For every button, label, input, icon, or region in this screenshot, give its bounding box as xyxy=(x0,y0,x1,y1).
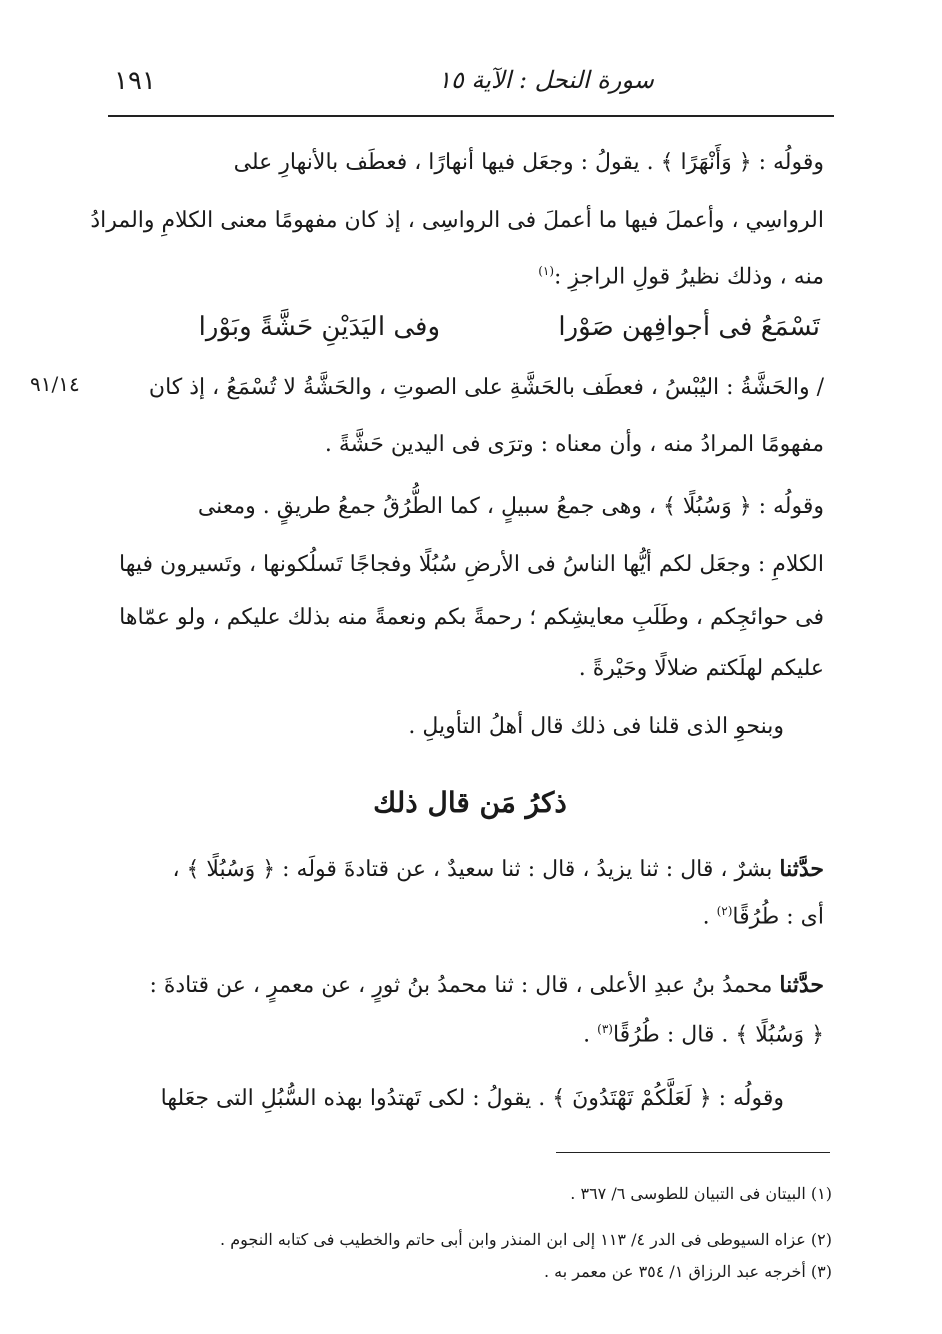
footnote-rule xyxy=(556,1152,830,1153)
text-fragment: . xyxy=(702,904,717,930)
text-line: الكلامِ : وجعَل لكم أيُّها الناسُ فى الأرضِ سُبُلًا وفجاجًا تَسلُكونها ، وتَسيرون فيها xyxy=(119,552,824,577)
text-fragment: ﴿ وَسُبُلًا ﴾ . قال : طُرُقًا xyxy=(612,1022,824,1048)
text-fragment: بشرٌ ، قال : ثنا يزيدُ ، قال : ثنا سعيدٌ ، عن قتادةَ قولَه : ﴿ وَسُبُلًا ﴾ ، xyxy=(172,857,780,882)
isnad-lead: حدَّثنا xyxy=(779,856,824,882)
margin-reference: ٩١/١٤ xyxy=(30,372,80,396)
text-line: وبنحوِ الذى قلنا فى ذلك قال أهلُ التأويلِ . xyxy=(408,714,784,739)
text-line: / والحَشَّةُ : اليُبْسُ ، فعطَف بالحَشَّةِ على الصوتِ ، والحَشَّةُ لا تُسْمَعُ ، إذ كان xyxy=(148,375,824,400)
hadith-line xyxy=(172,856,824,882)
text-line: فى حوائجِكم ، وطَلَبِ معايشِكم ؛ رحمةً بكم ونعمةً منه بذلك عليكم ، ولو عمّاها xyxy=(119,605,824,630)
footnote-ref: (٢) xyxy=(716,904,733,918)
section-heading: ذكرُ مَن قال ذلك xyxy=(373,786,567,819)
text-line: وقولُه : ﴿ لَعَلَّكُمْ تَهْتَدُونَ ﴾ . يقولُ : لكى تَهتدُوا بهذه السُّبُلِ التى جعَلها xyxy=(160,1086,784,1111)
running-title: سورة النحل : الآية ١٥ xyxy=(438,66,654,94)
footnote-2: (٢) عزاه السيوطى فى الدر ٤/ ١١٣ إلى ابن المنذر وابن أبى حاتم والخطيب فى كتابه النجوم . xyxy=(220,1230,832,1249)
text-line: عليكم لهلَكتم ضلالًا وحَيْرةً . xyxy=(578,656,824,681)
text-fragment: . xyxy=(583,1022,598,1048)
footnote-ref: (١) xyxy=(538,264,555,278)
hadith-line xyxy=(583,1022,824,1047)
footnote-3: (٣) أخرجه عبد الرزاق ١/ ٣٥٤ عن معمر به . xyxy=(544,1262,832,1281)
text-fragment: أى : طُرُقًا xyxy=(732,904,824,930)
footnote-1: (١) البيتان فى التبيان للطوسى ٦/ ٣٦٧ . xyxy=(570,1184,832,1203)
text-line: وقولُه : ﴿ وَأَنْهَرًا ﴾ . يقولُ : وجعَل فيها أنهارًا ، فعطَف بالأنهارِ على xyxy=(233,150,824,175)
text-fragment: منه ، وذلك نظيرُ قولِ الراجزِ : xyxy=(554,264,824,290)
isnad-lead: حدَّثنا xyxy=(779,972,824,998)
hadith-line xyxy=(703,904,824,929)
page-number: ١٩١ xyxy=(114,66,156,96)
hadith-text xyxy=(112,0,824,1334)
verse-first-hemistich: تَسْمَعُ فى أجوافِهن صَوْرا xyxy=(558,312,820,342)
text-line: مفهومًا المرادُ منه ، وأن معناه : وترَى فى اليدين حَشَّةً . xyxy=(324,432,824,457)
text-line: وقولُه : ﴿ وَسُبُلًا ﴾ ، وهى جمعُ سبيلٍ ، كما الطُّرُقُ جمعُ طريقٍ . ومعنى xyxy=(197,494,824,519)
text-line: الرواسِي ، وأعملَ فيها ما أعملَ فى الرواسِى ، إذ كان مفهومًا معنى الكلامِ والمرادُ xyxy=(90,208,824,233)
text-fragment: محمدُ بنُ عبدِ الأعلى ، قال : ثنا محمدُ بنُ ثورٍ ، عن معمرٍ ، عن قتادةَ : xyxy=(149,973,780,998)
footnote-ref: (٣) xyxy=(597,1022,613,1036)
hadith-line xyxy=(149,972,824,998)
verse-second-hemistich: وفى اليَدَيْنِ حَشَّةً وبَوْرا xyxy=(198,312,440,342)
